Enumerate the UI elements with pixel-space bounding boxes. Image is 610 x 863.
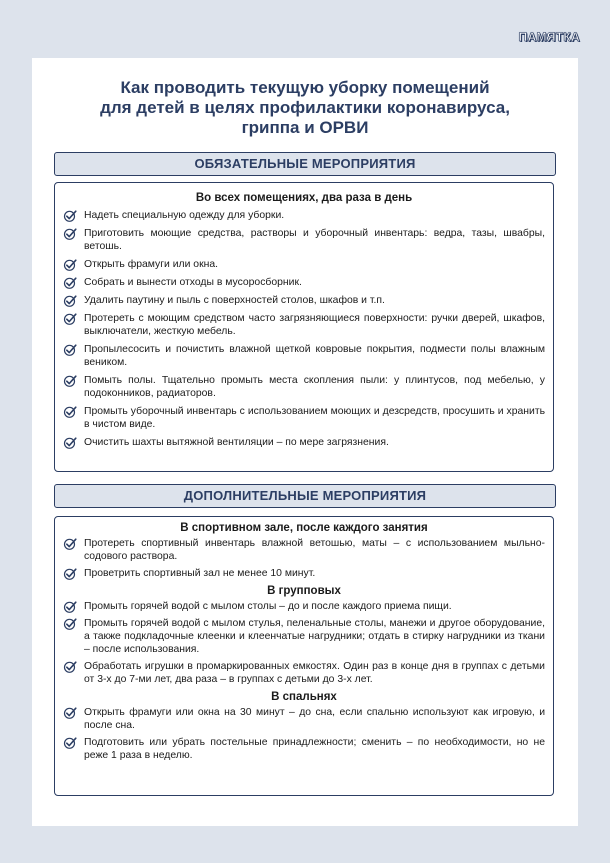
list-item-text: Приготовить моющие средства, растворы и уборочный инвентарь: ведра, тазы, швабры, ветошь. xyxy=(84,228,545,252)
additional-box xyxy=(54,516,554,796)
group-title: В спальнях xyxy=(271,691,337,703)
group-list xyxy=(55,706,553,762)
list-item-text: Подготовить или убрать постельные принадлежности; сменить – по необходимости, но не реже 1 раза в неделю. xyxy=(84,737,545,761)
check-circle-icon xyxy=(63,660,77,674)
check-circle-icon xyxy=(63,405,77,419)
list-item-text: Протереть спортивный инвентарь влажной ветошью, маты – с использованием мыльно-содового раствора. xyxy=(84,538,545,562)
check-circle-icon xyxy=(63,343,77,357)
mandatory-list xyxy=(55,209,553,449)
check-circle-icon xyxy=(63,617,77,631)
list-item xyxy=(55,617,553,656)
list-item-text: Промыть уборочный инвентарь с использованием моющих и дезсредств, просушить и хранить в чистом виде. xyxy=(84,406,545,430)
list-item xyxy=(55,374,553,400)
list-item xyxy=(55,294,553,307)
check-circle-icon xyxy=(63,312,77,326)
additional-section-header: ДОПОЛНИТЕЛЬНЫЕ МЕРОПРИЯТИЯ xyxy=(54,484,556,508)
check-circle-icon xyxy=(63,276,77,290)
list-item xyxy=(55,276,553,289)
list-item-text: Помыть полы. Тщательно промыть места скопления пыли: у плинтусов, под мебелью, у подоконников, радиаторов. xyxy=(84,375,545,399)
check-circle-icon xyxy=(63,227,77,241)
group-title: В групповых xyxy=(267,585,341,597)
list-item xyxy=(55,600,553,613)
list-item xyxy=(55,312,553,338)
list-item-text: Протереть с моющим средством часто загрязняющиеся поверхности: ручки дверей, шкафов, выключатели, жесткую мебель. xyxy=(84,313,545,337)
list-item-text: Открыть фрамуги или окна. xyxy=(84,259,219,270)
check-circle-icon xyxy=(63,736,77,750)
list-item xyxy=(55,436,553,449)
list-item xyxy=(55,736,553,762)
list-item xyxy=(55,706,553,732)
list-item-text: Очистить шахты вытяжной вентиляции – по мере загрязнения. xyxy=(84,437,389,448)
title-line-2: для детей в целях профилактики коронавируса, xyxy=(100,98,510,117)
list-item xyxy=(55,209,553,222)
list-item xyxy=(55,227,553,253)
check-circle-icon xyxy=(63,600,77,614)
memo-badge: ПАМЯТКА xyxy=(518,30,580,44)
memo-sheet xyxy=(32,58,578,826)
list-item xyxy=(55,660,553,686)
mandatory-box xyxy=(54,182,554,472)
list-item-text: Удалить паутину и пыль с поверхностей столов, шкафов и т.п. xyxy=(84,295,385,306)
title-line-1: Как проводить текущую уборку помещений xyxy=(120,78,490,97)
check-circle-icon xyxy=(63,436,77,450)
title-line-3: гриппа и ОРВИ xyxy=(241,118,369,137)
list-item-text: Промыть горячей водой с мылом стулья, пеленальные столы, манежи и другое оборудование, а также подкладочные клеенки и клеенчатые нагрудники; отдать в стирку нагрудники из ткани – после использования. xyxy=(84,618,545,655)
check-circle-icon xyxy=(63,706,77,720)
group-list xyxy=(55,537,553,580)
mandatory-subtitle: Во всех помещениях, два раза в день xyxy=(195,192,413,204)
list-item-text: Проветрить спортивный зал не менее 10 минут. xyxy=(84,568,316,579)
check-circle-icon xyxy=(63,567,77,581)
list-item xyxy=(55,567,553,580)
list-item-text: Пропылесосить и почистить влажной щеткой ковровые покрытия, подмести полы влажным веником. xyxy=(84,344,545,368)
list-item-text: Открыть фрамуги или окна на 30 минут – до сна, если спальню используют как игровую, и после сна. xyxy=(84,707,545,731)
list-item xyxy=(55,405,553,431)
list-item-text: Обработать игрушки в промаркированных емкостях. Один раз в конце дня в группах с детьми от 3-х до 7-ми лет, два раза – в группах с детьми до 3-х лет. xyxy=(84,661,545,685)
mandatory-section-header: ОБЯЗАТЕЛЬНЫЕ МЕРОПРИЯТИЯ xyxy=(54,152,556,176)
group-title: В спортивном зале, после каждого занятия xyxy=(180,522,428,534)
list-item xyxy=(55,343,553,369)
list-item xyxy=(55,537,553,563)
check-circle-icon xyxy=(63,537,77,551)
list-item-text: Собрать и вынести отходы в мусоросборник. xyxy=(84,277,302,288)
list-item-text: Надеть специальную одежду для уборки. xyxy=(84,210,285,221)
check-circle-icon xyxy=(63,374,77,388)
check-circle-icon xyxy=(63,258,77,272)
check-circle-icon xyxy=(63,209,77,223)
list-item-text: Промыть горячей водой с мылом столы – до и после каждого приема пищи. xyxy=(84,601,452,612)
list-item xyxy=(55,258,553,271)
group-list xyxy=(55,600,553,686)
check-circle-icon xyxy=(63,294,77,308)
page-title xyxy=(32,78,578,138)
